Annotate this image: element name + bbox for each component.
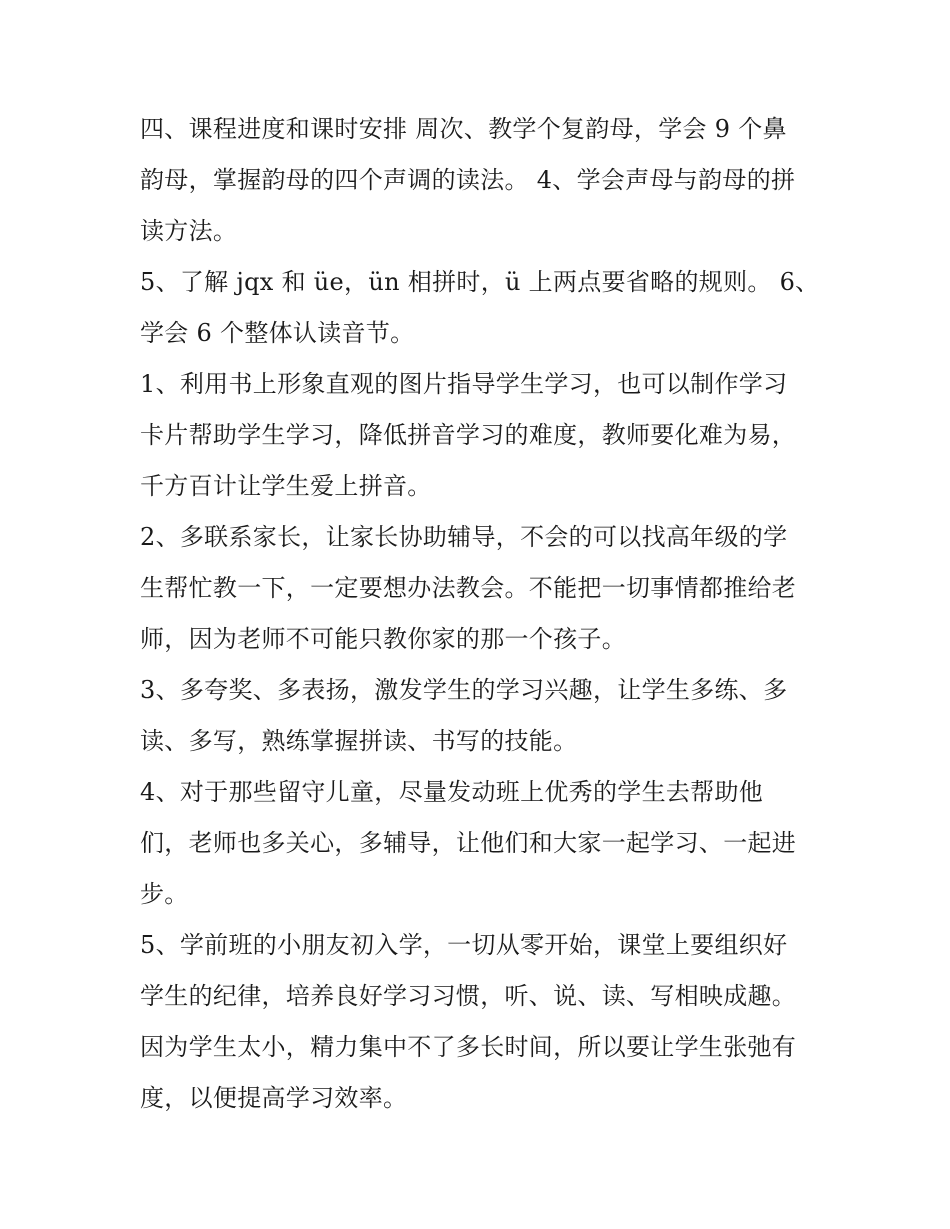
text-line: 师，因为老师不可能只教你家的那一个孩子。: [140, 625, 626, 653]
text-line: 5、了解 jqx 和 üe，ün 相拼时，ü 上两点要省略的规则。 6、: [140, 268, 820, 296]
text-line: 卡片帮助学生学习，降低拼音学习的难度，教师要化难为易，: [140, 421, 797, 449]
text-line: 3、多夸奖、多表扬，激发学生的学习兴趣，让学生多练、多: [140, 676, 788, 704]
text-line: 学会 6 个整体认读音节。: [140, 319, 415, 347]
text-line: 5、学前班的小朋友初入学，一切从零开始，课堂上要组织好: [140, 931, 788, 959]
document-body: [140, 104, 820, 1124]
text-line: 4、对于那些留守儿童，尽量发动班上优秀的学生去帮助他: [140, 778, 764, 806]
text-line: 韵母，掌握韵母的四个声调的读法。 4、学会声母与韵母的拼: [140, 166, 796, 194]
text-line: 四、课程进度和课时安排 周次、教学个复韵母，学会 9 个鼻: [140, 115, 787, 143]
text-line: 读、多写，熟练掌握拼读、书写的技能。: [140, 727, 578, 755]
text-line: 因为学生太小，精力集中不了多长时间，所以要让学生张弛有: [140, 1033, 797, 1061]
text-line: 步。: [140, 880, 189, 908]
text-line: 们，老师也多关心，多辅导，让他们和大家一起学习、一起进: [140, 829, 797, 857]
text-line: 1、利用书上形象直观的图片指导学生学习，也可以制作学习: [140, 370, 788, 398]
text-line: 读方法。: [140, 217, 238, 245]
text-line: 度，以便提高学习效率。: [140, 1084, 408, 1112]
text-line: 学生的纪律，培养良好学习习惯，听、说、读、写相映成趣。: [140, 982, 797, 1010]
text-line: 生帮忙教一下，一定要想办法教会。不能把一切事情都推给老: [140, 574, 797, 602]
text-line: 2、多联系家长，让家长协助辅导，不会的可以找高年级的学: [140, 523, 788, 551]
text-line: 千方百计让学生爱上拼音。: [140, 472, 432, 500]
